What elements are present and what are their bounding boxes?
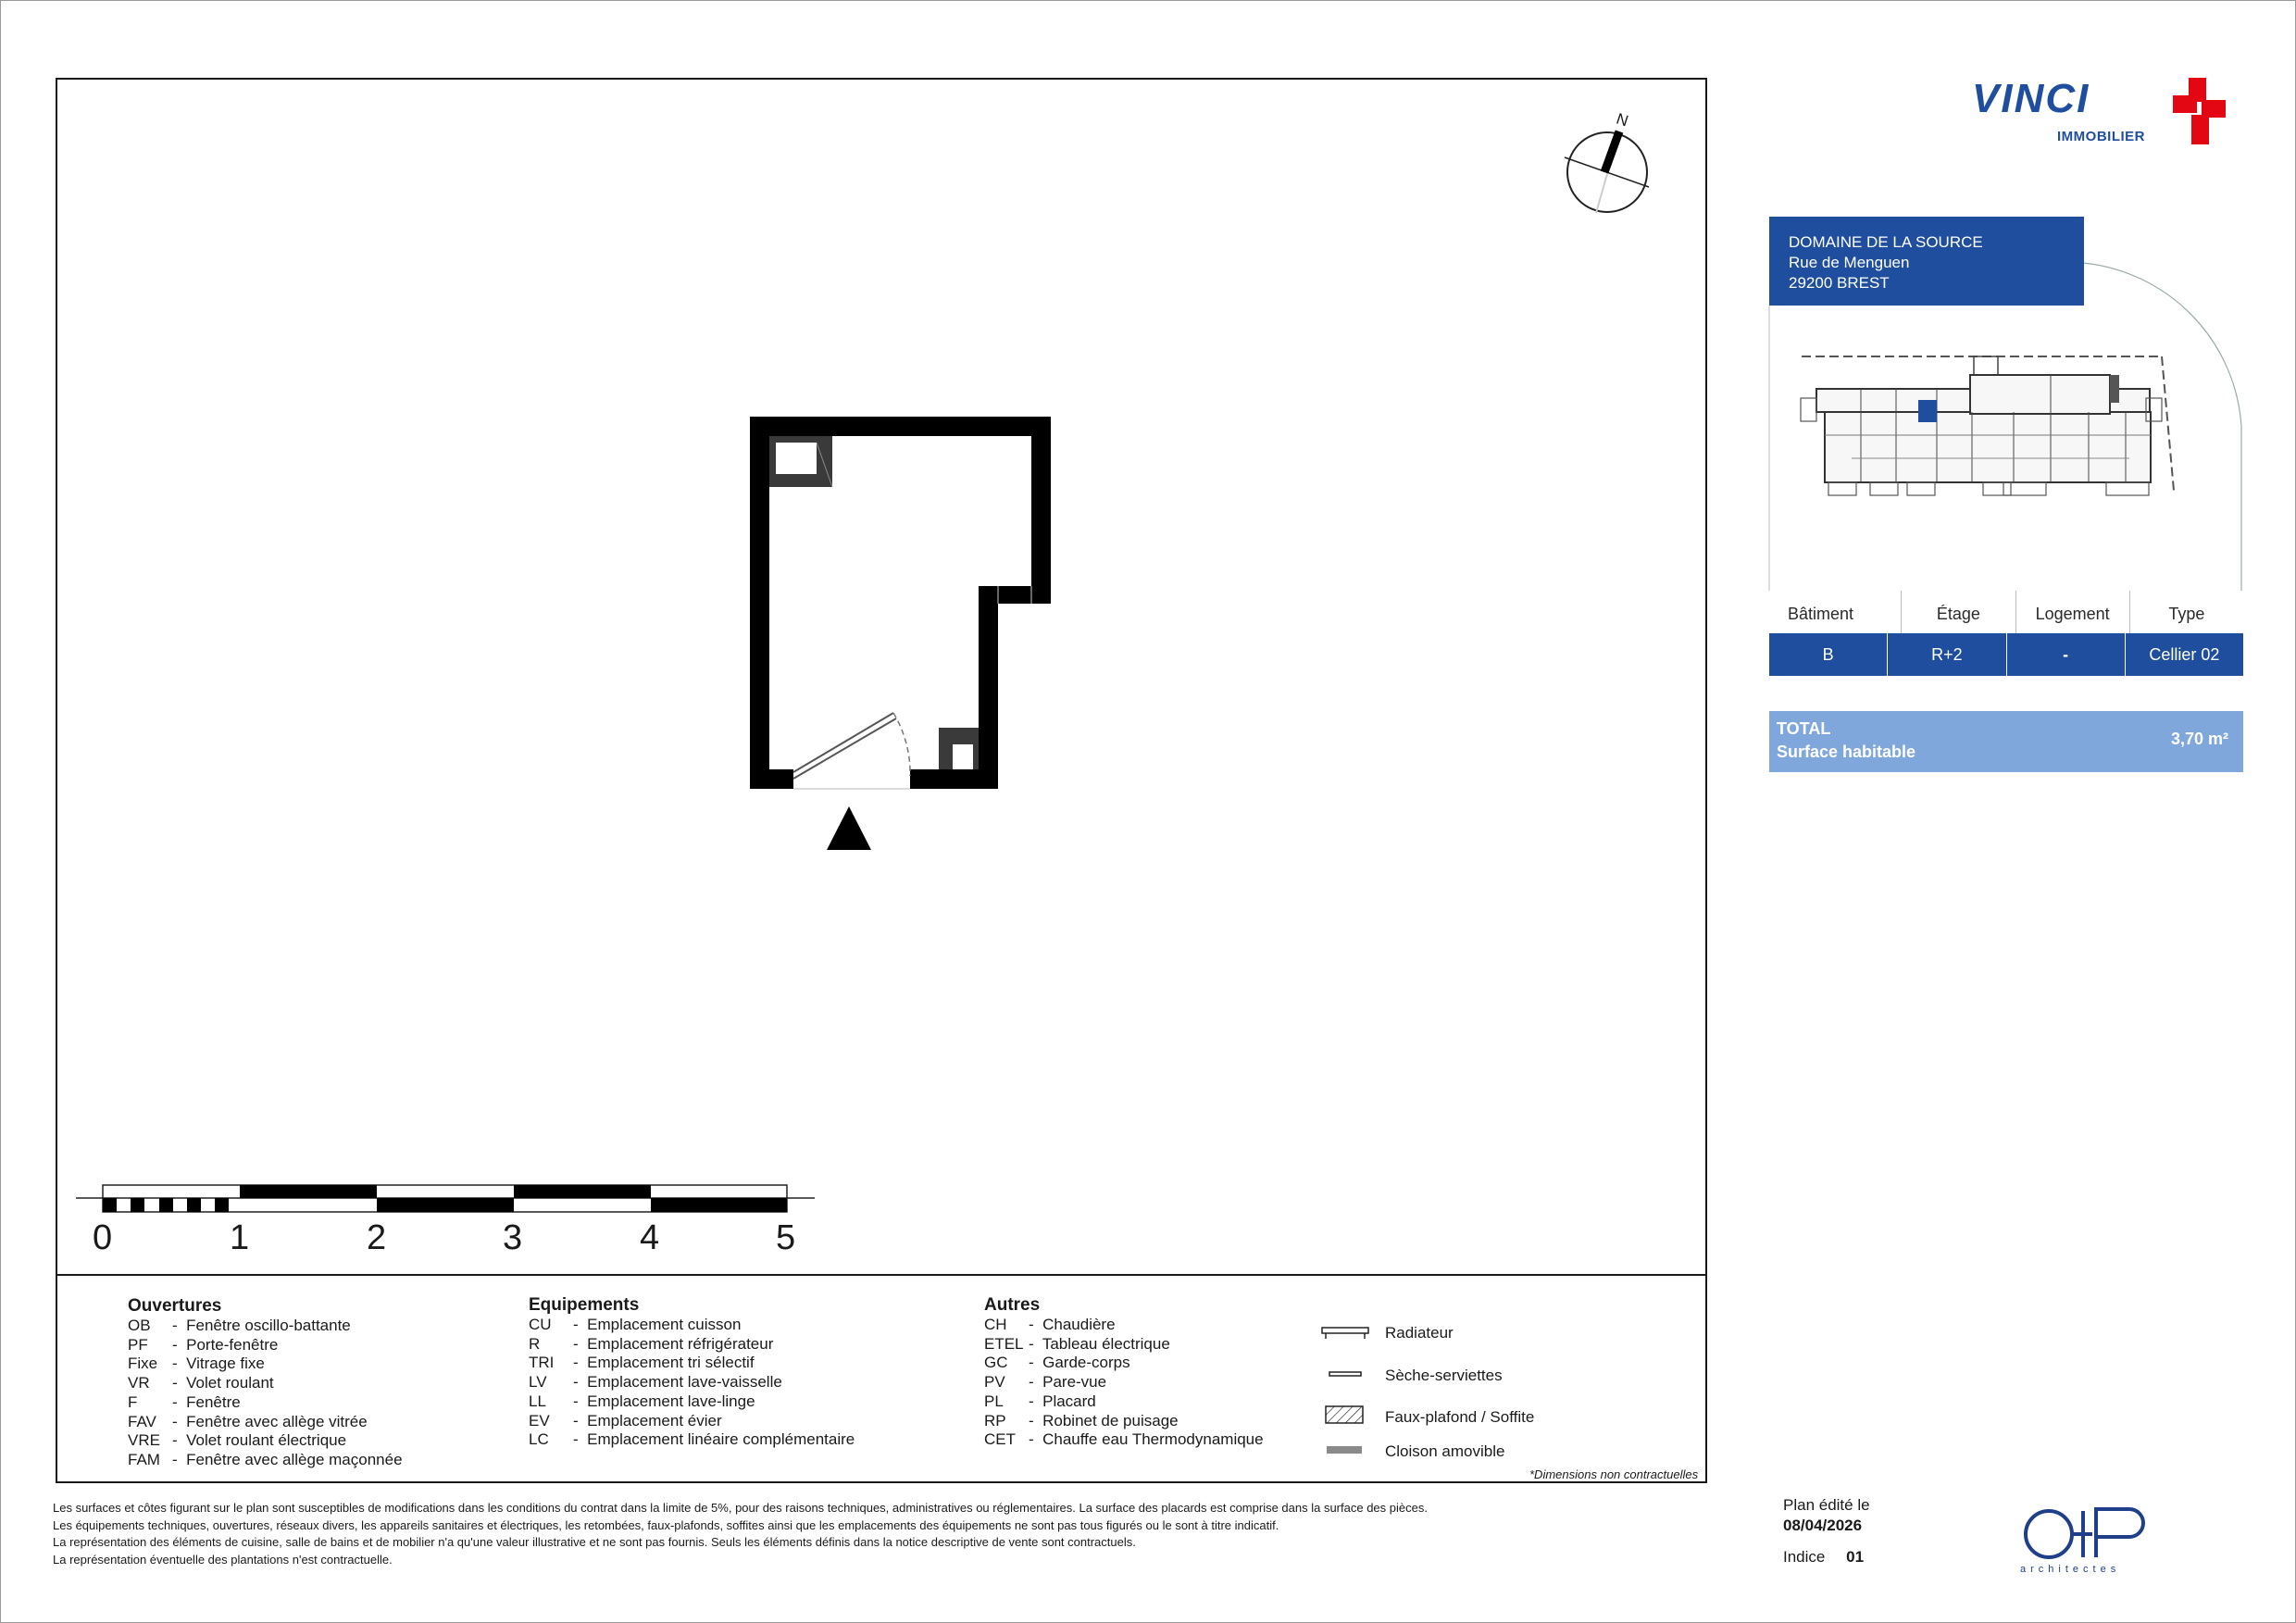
header-batiment: Bâtiment [1769,591,1902,633]
legend-item: FAM - Fenêtre avec allège maçonnée [128,1450,403,1468]
legend-ouvertures [128,1296,403,1470]
legend-item: PV - Pare-vue [984,1373,1107,1392]
legend-item: CET - Chauffe eau Thermodynamique [984,1430,1264,1449]
legend-faux-plafond-label: Faux-plafond / Soffite [1385,1408,1535,1426]
radiateur-symbol [1322,1328,1368,1339]
cellier-floor-plan [750,417,1051,850]
legend-item: RP - Robinet de puisage [984,1411,1179,1429]
footer-disclaimer [53,1500,1428,1568]
cloison-symbol [1327,1446,1362,1454]
legend-radiateur-label: Radiateur [1385,1324,1454,1342]
indice-value: 01 [1846,1548,1865,1566]
value-logement: - [2007,633,2126,676]
legend-seche-serviettes-label: Sèche-serviettes [1385,1367,1503,1384]
compass-icon [1565,131,1649,213]
value-batiment: B [1769,633,1888,676]
info-table-values [1769,633,2243,676]
legend-item: PL - Placard [984,1392,1096,1410]
footer-line: Les équipements techniques, ouvertures, réseaux divers, les appareils sanitaires et électriques, les retombées, faux-plafonds, soffites ainsi que les emplacements des équipements ne sont pas tous figurés ou le sont à titre indicatif. [53,1517,1279,1532]
value-etage: R+2 [1888,633,2006,676]
scale-bar [76,1185,815,1212]
legend-ouvertures-title: Ouvertures [128,1296,222,1316]
footer-line: Les surfaces et côtes figurant sur le plan sont susceptibles de modifications dans les conditions du contrat dans la limite de 5%, pour des raisons techniques, administratives ou réglementaires. La surface des placards est comprise dans la surface des pièces. [53,1501,1428,1515]
legend-item: PF - Porte-fenêtre [128,1335,279,1354]
legend-item: LV - Emplacement lave-vaisselle [529,1373,782,1392]
scale-label-3: 3 [503,1218,523,1257]
legend-item: VR - Volet roulant [128,1374,274,1392]
legend-item: FAV - Fenêtre avec allège vitrée [128,1412,368,1430]
footer-line: La représentation éventuelle des plantations n'est contractuelle. [53,1552,393,1567]
seche-serviettes-symbol [1329,1372,1361,1376]
legend-cloison-label: Cloison amovible [1385,1442,1505,1460]
compass-n-label: N [1614,109,1631,131]
legend-item: R - Emplacement réfrigérateur [529,1334,774,1353]
project-box [1769,217,2084,306]
vinci-logo [1972,76,2090,122]
scale-label-1: 1 [230,1218,250,1257]
total-value: 3,70 m² [2170,730,2228,748]
legend-item: ETEL - Tableau électrique [984,1334,1170,1353]
info-table-header [1769,591,2243,633]
indice [1783,1548,1864,1567]
legend-equipements-title: Equipements [529,1295,640,1315]
plan-edition [1783,1495,1870,1536]
scale-label-4: 4 [640,1218,660,1257]
footer-line: La représentation des éléments de cuisine, salle de bains et de mobilier n'a qu'une valeur illustrative et ne sont pas fournis. Seuls les éléments définis dans la notice descriptive de vente sont contractuels. [53,1535,1136,1550]
legend-item: F - Fenêtre [128,1392,241,1411]
legend-item: OB - Fenêtre oscillo-battante [128,1317,351,1334]
total-label-line1: TOTAL [1777,719,1831,738]
total-surface-box [1769,711,2243,772]
key-plan [1769,263,2241,591]
legend-item: LL - Emplacement lave-linge [529,1392,755,1410]
entrance-arrow [827,806,871,850]
total-label-line2: Surface habitable [1777,743,1916,761]
legend-item: LC - Emplacement linéaire complémentaire [529,1430,855,1449]
legend-item: Fixe - Vitrage fixe [128,1355,265,1373]
architect-subtitle: architectes [2020,1564,2121,1575]
scale-label-0: 0 [93,1218,113,1257]
legend-item: CU - Emplacement cuisson [529,1316,742,1333]
vinci-logo-mark [2173,78,2226,144]
legend-item: GC - Garde-corps [984,1354,1130,1372]
architect-name [2024,1498,2026,1499]
info-table [1769,591,2243,676]
legend-autres [984,1295,1264,1450]
legend-item: EV - Emplacement évier [529,1411,722,1429]
entry-door [793,713,910,789]
header-logement: Logement [2016,591,2130,633]
indice-label: Indice [1783,1548,1826,1566]
architect-logo [2026,1509,2143,1557]
project-name: DOMAINE DE LA SOURCE [1789,233,1983,251]
total-label [1777,718,1915,764]
plan-edition-label: Plan édité le [1783,1496,1870,1514]
faux-plafond-symbol [1326,1406,1363,1423]
vinci-wordmark: VINCI [1972,76,2090,121]
vinci-subtitle: IMMOBILIER [2057,129,2145,144]
scale-label-5: 5 [776,1218,796,1257]
legend-item: TRI - Emplacement tri sélectif [529,1354,755,1372]
project-city: 29200 BREST [1789,274,1890,292]
legend-equipements [529,1295,855,1450]
header-etage: Étage [1902,591,2015,633]
value-type: Cellier 02 [2149,645,2220,664]
legend-item: CH - Chaudière [984,1316,1116,1333]
header-type: Type [2168,605,2205,623]
project-street: Rue de Menguen [1789,254,1910,271]
legend-autres-title: Autres [984,1295,1041,1315]
scale-label-2: 2 [367,1218,387,1257]
key-plan-highlight [1918,400,1937,422]
legend-item: VRE - Volet roulant électrique [128,1431,347,1450]
dimensions-note: *Dimensions non contractuelles [1529,1467,1699,1481]
plan-edition-date: 08/04/2026 [1783,1517,1863,1534]
